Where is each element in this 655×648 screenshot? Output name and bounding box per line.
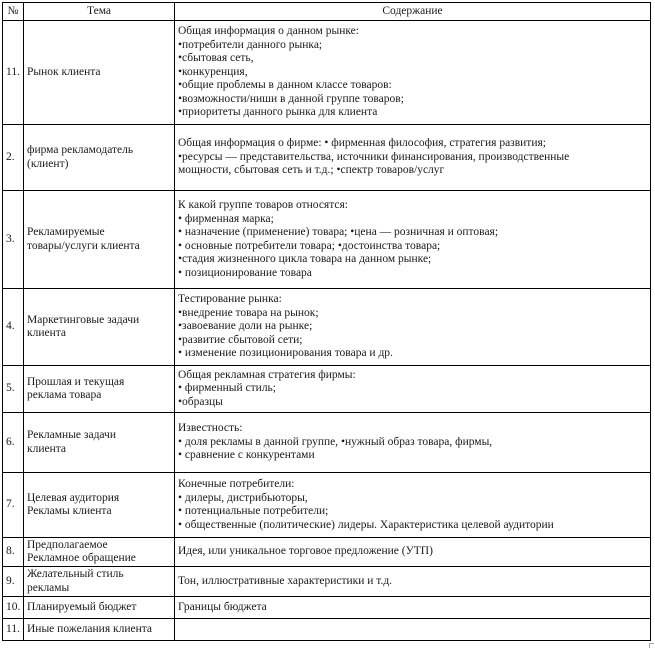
content-line: •развитие сбытовой сети;	[178, 333, 303, 346]
topic-line: Рекламные задачи	[27, 429, 116, 441]
content-line: •образцы	[178, 395, 223, 408]
topic-line: Прошлая и текущая	[27, 375, 125, 388]
content-line: •приоритеты данного рынка для клиента	[178, 106, 378, 119]
row-number: 9.	[3, 567, 24, 597]
row-topic	[24, 619, 175, 641]
content-line: • потенциальные потребители;	[178, 505, 329, 517]
table-row	[3, 21, 651, 125]
content-line: • изменение позиционирования товара и др.	[178, 347, 393, 360]
header-content: Содержание	[175, 3, 651, 21]
page-corner-mark	[649, 643, 654, 648]
content-line: Тестирование рынка:	[178, 293, 282, 306]
topic-line: фирма рекламодатель	[27, 144, 134, 156]
content-line: • позиционирование товара	[178, 266, 312, 279]
content-line: Общая информация о фирме: • фирменная философия, стратегия развития;	[178, 137, 546, 150]
table-row	[3, 366, 651, 413]
table-row	[3, 413, 651, 473]
header-topic: Тема	[24, 3, 175, 21]
row-number: 2.	[3, 125, 24, 191]
content-line: Общая информация о данном рынке:	[178, 25, 359, 38]
row-topic	[24, 597, 175, 619]
topic-line: товары/услуги клиента	[27, 239, 140, 252]
table-row	[3, 597, 651, 619]
row-content	[175, 366, 651, 413]
topic-line: рекламы	[27, 581, 70, 594]
row-topic	[24, 538, 175, 567]
row-content	[175, 619, 651, 641]
topic-line: Предполагаемое	[27, 538, 108, 551]
topic-line: Рекламы клиента	[27, 505, 112, 517]
row-number: 10.	[3, 597, 24, 619]
topic-line: Целевая аудитория	[27, 491, 120, 504]
content-line: •стадия жизненного цикла товара на данном рынке;	[178, 253, 432, 265]
topic-line: Иные пожелания клиента	[27, 622, 153, 635]
topic-line: Маркетинговые задачи	[27, 313, 140, 326]
row-topic	[24, 473, 175, 538]
row-number: 7.	[3, 473, 24, 538]
row-content	[175, 125, 651, 191]
table-row	[3, 125, 651, 191]
row-number: 11.	[3, 619, 24, 641]
row-content	[175, 567, 651, 597]
row-topic	[24, 413, 175, 473]
topic-line: Желательный стиль	[27, 568, 124, 580]
header-num: №	[3, 3, 24, 21]
content-line: • общественные (политические) лидеры. Характеристика целевой аудитории	[178, 518, 554, 531]
content-line: •конкуренция,	[178, 65, 248, 78]
content-line: Конечные потребители:	[178, 478, 295, 490]
topic-line: реклама товара	[27, 389, 102, 401]
content-line: К какой группе товаров относятся:	[178, 199, 348, 211]
topic-line: (клиент)	[27, 157, 69, 170]
row-topic	[24, 366, 175, 413]
content-line: • фирменная марка;	[178, 212, 274, 225]
row-topic	[24, 567, 175, 597]
content-line: • основные потребители товара; •достоинства товара;	[178, 239, 441, 252]
content-line: • сравнение с конкурентами	[178, 449, 315, 462]
row-number: 8.	[3, 538, 24, 567]
content-line: Границы бюджета	[178, 600, 267, 613]
content-line: мощности, сбытовая сеть и т.д.; •спектр товаров/услуг	[178, 164, 445, 177]
content-line: Тон, иллюстративные характеристики и т.д.	[178, 574, 393, 587]
row-content	[175, 289, 651, 366]
topic-line: клиента	[27, 442, 67, 455]
content-line: Общая рекламная стратегия фирмы:	[178, 368, 356, 381]
row-content	[175, 21, 651, 125]
table-row	[3, 619, 651, 641]
row-number: 5.	[3, 366, 24, 413]
content-line: •ресурсы — представительства, источники финансирования, производственные	[178, 150, 570, 163]
topic-line: Рекламируемые	[27, 226, 105, 238]
topic-line: Рекламное обращение	[27, 552, 136, 564]
row-number: 3.	[3, 191, 24, 289]
topic-line: клиента	[27, 327, 67, 339]
content-line: Идея, или уникальное торговое предложение (УТП)	[178, 545, 433, 558]
table-header-row	[3, 3, 651, 21]
table-row	[3, 191, 651, 289]
row-content	[175, 473, 651, 538]
content-line: •потребители данного рынка;	[178, 38, 323, 51]
row-topic	[24, 21, 175, 125]
row-number: 4.	[3, 289, 24, 366]
table-row	[3, 567, 651, 597]
content-line: •общие проблемы в данном классе товаров:	[178, 79, 392, 92]
row-number: 11.	[3, 21, 24, 125]
content-line: •возможности/ниши в данной группе товаров;	[178, 92, 404, 105]
content-line: • дилеры, дистрибьюторы,	[178, 491, 308, 504]
content-line: • фирменный стиль;	[178, 382, 276, 395]
content-line: •внедрение товара на рынок;	[178, 306, 319, 319]
content-line: •сбытовая сеть,	[178, 52, 254, 65]
row-content	[175, 413, 651, 473]
content-line: • доля рекламы в данной группе, •нужный образ товара, фирмы,	[178, 435, 493, 448]
content-line: Известность:	[178, 422, 243, 435]
advertising-brief-table	[2, 2, 651, 641]
topic-line: Планируемый бюджет	[27, 600, 137, 613]
row-content	[175, 597, 651, 619]
row-content	[175, 538, 651, 567]
row-topic	[24, 125, 175, 191]
row-content	[175, 191, 651, 289]
row-topic	[24, 191, 175, 289]
table-row	[3, 473, 651, 538]
table-row	[3, 538, 651, 567]
row-number: 6.	[3, 413, 24, 473]
row-topic	[24, 289, 175, 366]
content-line: • назначение (применение) товара; •цена — розничная и оптовая;	[178, 226, 499, 238]
content-line: •завоевание доли на рынке;	[178, 320, 313, 333]
table-row	[3, 289, 651, 366]
topic-line: Рынок клиента	[27, 65, 101, 78]
